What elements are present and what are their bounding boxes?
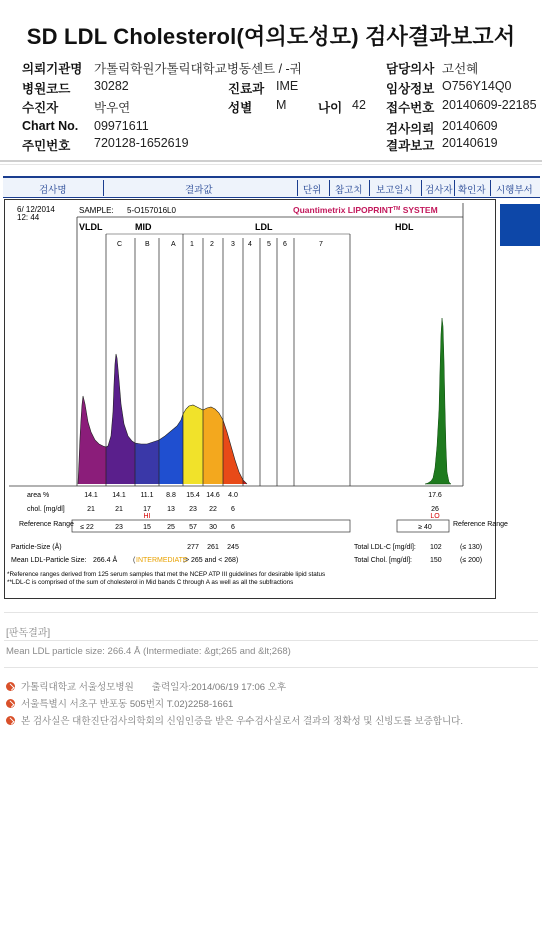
institution-value: 가톨릭학원가톨릭대학교병동센트 / -궈 — [94, 62, 302, 76]
check-bullet-icon — [6, 682, 15, 691]
area-pct-value: 15.4 — [186, 492, 200, 499]
chart-time: 12: 44 — [17, 213, 40, 222]
right-reference-label: Reference Range — [453, 521, 508, 528]
request-value: 20140609 — [442, 119, 498, 133]
col-separator — [490, 180, 491, 196]
col-separator — [103, 180, 104, 196]
footer-address: 서울특별시 서초구 반포동 505번지 T.02)2258-1661 — [21, 699, 234, 710]
chart-no-label: Chart No. — [22, 119, 79, 133]
hospital-code-label: 병원코드 — [22, 82, 71, 96]
footer-cert: 본 검사실은 대한진단검사의학회의 신임인증을 받은 우수검사실로서 결과의 정확성 및 신빙도를 보증합니다. — [21, 716, 463, 727]
band-2: 2 — [210, 241, 214, 248]
col-separator — [421, 180, 422, 196]
particle-row-label: Particle-Size (Å) — [11, 544, 62, 551]
clinical-row — [386, 79, 512, 97]
chart-date: 6/ 12/2014 — [17, 205, 55, 214]
ldl1-area — [183, 405, 203, 484]
chol-value: 13 — [167, 506, 175, 513]
chart-no-value: 09971611 — [94, 119, 149, 133]
particle-size-value: 277 — [187, 544, 199, 551]
footnote-1: *Reference ranges derived from 125 serum samples that met the NCEP ATP III guidelines for desirable lipid status — [7, 571, 326, 578]
comment-text: Mean LDL particle size: 266.4 Å (Intermediate: &gt;265 and &lt;268) — [6, 646, 291, 657]
value-rows — [80, 492, 442, 551]
age-row — [318, 98, 366, 116]
brand-system: SYSTEM — [400, 205, 438, 215]
col-result: 결과값 — [185, 185, 213, 196]
rrn-label: 주민번호 — [22, 139, 71, 153]
reference-value: 15 — [143, 524, 151, 531]
comment-divider-top — [4, 612, 538, 613]
section-vldl: VLDL — [79, 222, 103, 232]
area-pct-value: 11.1 — [140, 492, 154, 499]
chol-value: 21 — [115, 506, 123, 513]
dept-label: 진료과 — [228, 82, 265, 96]
sex-row — [228, 98, 287, 116]
hospital-code-value: 30282 — [94, 79, 129, 93]
reference-row-label: Reference Range — [19, 521, 74, 528]
header-divider — [0, 160, 542, 162]
col-separator — [329, 180, 330, 196]
request-row — [386, 119, 498, 137]
brand-tm: TM — [393, 206, 401, 212]
section-hdl: HDL — [395, 222, 414, 232]
mid-a-area — [159, 414, 183, 484]
band-6: 6 — [283, 241, 287, 248]
result-report-value: 20140619 — [442, 136, 498, 150]
chart-no-row — [22, 119, 149, 133]
reference-value: 25 — [167, 524, 175, 531]
lo-flag: LO — [430, 513, 440, 520]
mid-c-area — [106, 354, 135, 484]
chol-value: 21 — [87, 506, 95, 513]
comment-divider-mid — [4, 640, 538, 641]
col-confirmer: 확인자 — [458, 185, 486, 196]
col-separator — [297, 180, 298, 196]
area-pct-value: 14.1 — [84, 492, 98, 499]
total-ldl-value: 102 — [430, 544, 442, 551]
total-chol-value: 150 — [430, 557, 442, 564]
sample-id: 5-O157016L0 — [127, 206, 176, 215]
reference-value: 6 — [231, 524, 235, 531]
col-tester: 검사자 — [425, 185, 453, 196]
chol-value: 22 — [209, 506, 217, 513]
institution-label: 의뢰기관명 — [22, 62, 83, 76]
particle-size-value: 245 — [227, 544, 239, 551]
total-chol-ref: (≤ 200) — [460, 557, 483, 564]
col-report-date: 보고일시 — [376, 185, 413, 196]
chol-value: 23 — [189, 506, 197, 513]
band-b: B — [145, 241, 150, 248]
physician-label: 담당의사 — [386, 62, 435, 76]
total-ldl-label: Total LDL-C [mg/dl]: — [354, 544, 416, 551]
col-reference: 참고치 — [335, 185, 363, 196]
col-separator — [454, 180, 455, 196]
age-value: 42 — [352, 98, 366, 112]
footnote-2: **LDL-C is comprised of the sum of cholesterol in Mid bands C through A as well as all the subfractions — [7, 579, 294, 586]
result-report-row — [386, 136, 498, 154]
reference-value: 30 — [209, 524, 217, 531]
particle-size-value: 261 — [207, 544, 219, 551]
ldl4-area — [243, 480, 260, 484]
reference-value: ≤ 22 — [80, 524, 94, 531]
hi-flag: HI — [143, 513, 151, 520]
total-chol-label: Total Chol. [mg/dl]: — [354, 557, 412, 564]
mean-size-range: ;> 265 and < 268) — [183, 557, 239, 564]
comment-divider-bottom — [4, 667, 538, 668]
sex-label: 성별 — [228, 101, 253, 115]
mean-size-label: Mean LDL-Particle Size: — [11, 557, 87, 564]
section-mid: MID — [135, 222, 152, 232]
area-row-label: area % — [27, 492, 50, 499]
accession-row — [386, 98, 537, 116]
chol-value: 17 — [143, 506, 151, 513]
area-pct-value: 14.1 — [112, 492, 126, 499]
header-divider-shadow — [0, 164, 542, 165]
col-dept: 시행부서 — [496, 185, 533, 196]
mean-size-value: 266.4 Å — [93, 557, 118, 564]
brand-logo — [293, 205, 438, 215]
densitogram — [78, 318, 451, 484]
col-unit: 단위 — [303, 185, 322, 196]
lipoprint-svg — [5, 200, 508, 600]
col-separator — [369, 180, 370, 196]
total-ldl-ref: (≤ 130) — [460, 544, 483, 551]
dept-row — [228, 79, 299, 97]
mid-b-area — [135, 440, 159, 484]
age-label: 나이 — [318, 101, 343, 115]
report-title: SD LDL Cholesterol(여의도성모) 검사결과보고서 — [26, 24, 516, 49]
band-7: 7 — [319, 241, 323, 248]
physician-row — [386, 59, 479, 77]
rrn-value: 720128-1652619 — [94, 136, 189, 150]
patient-label: 수진자 — [22, 101, 59, 115]
footer-org: 가톨릭대학교 서울성모병원 — [21, 682, 134, 693]
area-pct-value: 8.8 — [166, 492, 176, 499]
blue-side-block — [500, 204, 540, 246]
reference-value: 57 — [189, 524, 197, 531]
sample-label: SAMPLE: — [79, 206, 114, 215]
patient-value: 박우연 — [94, 101, 131, 115]
request-label: 검사의뢰 — [386, 122, 435, 136]
footer-cert-row — [6, 713, 463, 727]
patient-row — [22, 98, 131, 116]
clinical-label: 임상정보 — [386, 82, 435, 96]
chol-value: 26 — [431, 506, 439, 513]
reference-value: 23 — [115, 524, 123, 531]
area-pct-value: 4.0 — [228, 492, 238, 499]
vldl-area — [78, 396, 106, 484]
chol-value: 6 — [231, 506, 235, 513]
band-c: C — [117, 241, 123, 248]
comment-title: [판독결과] — [6, 628, 51, 639]
section-ldl: LDL — [255, 222, 273, 232]
physician-value: 고선혜 — [442, 62, 479, 76]
footer-print-date: 출력일자:2014/06/19 17:06 오후 — [151, 682, 287, 693]
band-1: 1 — [190, 241, 194, 248]
footer-org-row — [6, 679, 286, 693]
result-table-header — [3, 176, 540, 198]
check-bullet-icon — [6, 716, 15, 725]
accession-label: 접수번호 — [386, 101, 435, 115]
chol-row-label: chol. [mg/dl] — [27, 506, 65, 513]
brand-name: Quantimetrix LIPOPRINT — [293, 205, 394, 215]
hdl-reference-value: ≥ 40 — [418, 524, 432, 531]
clinical-value: O756Y14Q0 — [442, 79, 512, 93]
band-4: 4 — [248, 241, 252, 248]
sex-value: M — [276, 98, 287, 112]
result-report-label: 결과보고 — [386, 139, 435, 153]
ldl2-area — [203, 407, 223, 484]
check-bullet-icon — [6, 699, 15, 708]
band-a: A — [171, 241, 176, 248]
band-3: 3 — [231, 241, 235, 248]
mean-size-paren: ( — [133, 557, 136, 564]
area-pct-value: 17.6 — [428, 492, 442, 499]
rrn-row — [22, 136, 189, 154]
mean-size-category: INTERMEDIATE — [136, 557, 188, 564]
accession-value: 20140609-22185 — [442, 98, 537, 112]
footer-address-row — [6, 696, 233, 710]
institution-row — [22, 59, 302, 77]
area-pct-value: 14.6 — [206, 492, 220, 499]
dept-value: IME — [276, 79, 299, 93]
lipoprint-chart — [4, 199, 508, 599]
col-test-name: 검사명 — [39, 185, 67, 196]
hospital-code-row — [22, 79, 129, 97]
hdl-area — [425, 318, 451, 484]
band-5: 5 — [267, 241, 271, 248]
